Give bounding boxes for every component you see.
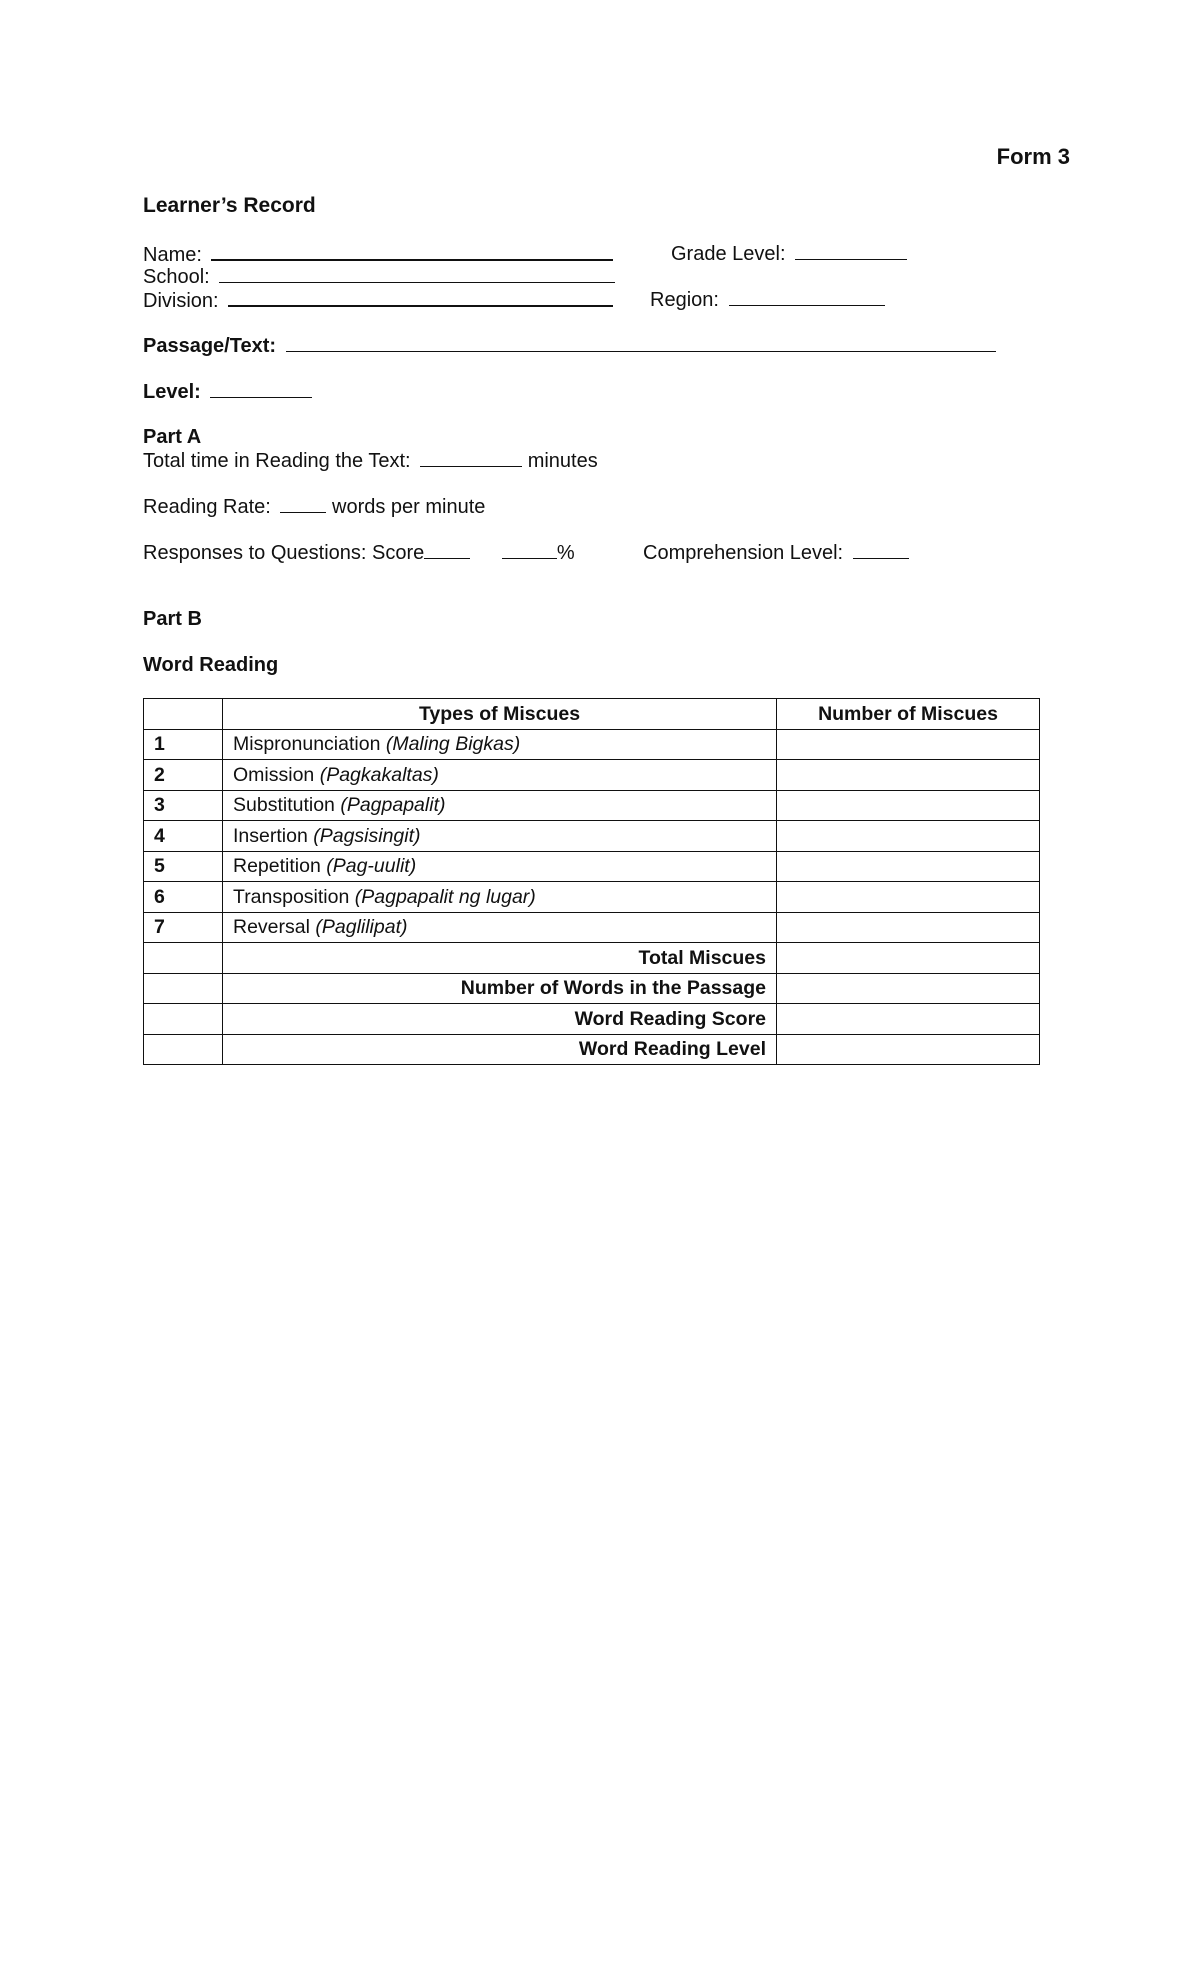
miscue-type-translation: (Pagkakaltas) xyxy=(319,763,439,786)
row-number: 1 xyxy=(144,729,223,760)
responses-field xyxy=(143,540,575,565)
form-number: Form 3 xyxy=(996,144,1070,169)
region-field xyxy=(650,287,885,312)
row-number: 2 xyxy=(144,760,223,791)
level-input-line[interactable] xyxy=(210,379,312,398)
passage-field xyxy=(143,333,996,358)
summary-row xyxy=(144,1034,1040,1065)
reading-rate-unit: words per minute xyxy=(332,496,486,518)
summary-row xyxy=(144,1004,1040,1035)
miscue-type-translation: (Pag-uulit) xyxy=(326,855,417,878)
reading-rate-label: Reading Rate: xyxy=(143,496,271,518)
miscue-type xyxy=(223,821,777,852)
percent-input-line[interactable] xyxy=(502,540,557,559)
miscue-type xyxy=(223,882,777,913)
page-title: Learner’s Record xyxy=(143,194,316,217)
summary-row xyxy=(144,973,1040,1004)
miscue-count-cell[interactable] xyxy=(777,790,1040,821)
summary-row xyxy=(144,943,1040,974)
miscues-table xyxy=(143,698,1040,1065)
miscue-type-translation: (Pagpapalit ng lugar) xyxy=(354,885,536,908)
miscue-type-label: Omission xyxy=(233,763,315,786)
level-label: Level: xyxy=(143,381,201,403)
comprehension-field xyxy=(643,540,909,565)
responses-label: Responses to Questions: Score xyxy=(143,542,425,564)
grade-level-field xyxy=(671,241,907,266)
table-header-row xyxy=(144,699,1040,730)
number-of-words-label: Number of Words in the Passage xyxy=(223,973,777,1004)
table-row xyxy=(144,729,1040,760)
comprehension-label: Comprehension Level: xyxy=(643,542,844,564)
division-input-line[interactable] xyxy=(228,287,613,307)
miscue-type xyxy=(223,729,777,760)
score-input-line[interactable] xyxy=(424,540,470,559)
miscue-type xyxy=(223,760,777,791)
miscue-count-cell[interactable] xyxy=(777,882,1040,913)
empty-cell xyxy=(144,1004,223,1035)
miscue-type-label: Mispronunciation xyxy=(233,733,381,756)
word-reading-score-label: Word Reading Score xyxy=(223,1004,777,1035)
miscue-type-label: Transposition xyxy=(233,885,350,908)
miscue-count-cell[interactable] xyxy=(777,821,1040,852)
row-number: 7 xyxy=(144,912,223,943)
header-number-of-miscues: Number of Miscues xyxy=(777,699,1040,730)
reading-rate-input-line[interactable] xyxy=(280,494,326,513)
passage-label: Passage/Text: xyxy=(143,335,277,357)
row-number: 6 xyxy=(144,882,223,913)
miscue-type-translation: (Pagpapalit) xyxy=(340,794,446,817)
header-types-of-miscues: Types of Miscues xyxy=(223,699,777,730)
grade-level-input-line[interactable] xyxy=(795,241,907,260)
miscue-count-cell[interactable] xyxy=(777,729,1040,760)
name-label: Name: xyxy=(143,244,202,266)
row-number: 3 xyxy=(144,790,223,821)
percent-sign: % xyxy=(556,542,575,564)
division-label: Division: xyxy=(143,290,219,312)
miscue-type-label: Insertion xyxy=(233,824,308,847)
grade-level-label: Grade Level: xyxy=(671,243,786,265)
region-input-line[interactable] xyxy=(729,287,885,306)
reading-time-unit: minutes xyxy=(527,450,598,472)
table-row xyxy=(144,912,1040,943)
school-input-line[interactable] xyxy=(219,264,615,283)
empty-cell xyxy=(144,943,223,974)
miscue-count-cell[interactable] xyxy=(777,760,1040,791)
miscue-count-cell[interactable] xyxy=(777,912,1040,943)
empty-cell xyxy=(144,1034,223,1065)
name-input-line[interactable] xyxy=(211,241,613,261)
total-miscues-label: Total Miscues xyxy=(223,943,777,974)
region-label: Region: xyxy=(650,289,719,311)
part-b-heading: Part B xyxy=(143,608,202,630)
total-miscues-cell[interactable] xyxy=(777,943,1040,974)
word-reading-score-cell[interactable] xyxy=(777,1004,1040,1035)
miscue-type xyxy=(223,790,777,821)
miscue-type xyxy=(223,851,777,882)
table-row xyxy=(144,760,1040,791)
miscue-type-translation: (Pagsisingit) xyxy=(313,824,421,847)
reading-time-field xyxy=(143,448,598,473)
miscue-type-translation: (Paglilipat) xyxy=(315,916,408,939)
word-reading-level-cell[interactable] xyxy=(777,1034,1040,1065)
word-reading-level-label: Word Reading Level xyxy=(223,1034,777,1065)
miscue-type-label: Substitution xyxy=(233,794,335,817)
word-reading-heading: Word Reading xyxy=(143,654,279,676)
miscue-type-translation: (Maling Bigkas) xyxy=(385,733,521,756)
comprehension-input-line[interactable] xyxy=(853,540,909,559)
miscue-count-cell[interactable] xyxy=(777,851,1040,882)
table-row xyxy=(144,851,1040,882)
number-of-words-cell[interactable] xyxy=(777,973,1040,1004)
miscue-type-label: Repetition xyxy=(233,855,321,878)
empty-cell xyxy=(144,973,223,1004)
reading-time-input-line[interactable] xyxy=(420,448,522,467)
reading-rate-field xyxy=(143,494,485,519)
part-a-heading: Part A xyxy=(143,426,202,448)
table-row xyxy=(144,882,1040,913)
reading-time-label: Total time in Reading the Text: xyxy=(143,450,411,472)
school-label: School: xyxy=(143,266,210,288)
table-row xyxy=(144,790,1040,821)
table-row xyxy=(144,821,1040,852)
header-number-cell xyxy=(144,699,223,730)
level-field xyxy=(143,379,312,404)
school-field xyxy=(143,264,615,289)
miscue-type xyxy=(223,912,777,943)
row-number: 5 xyxy=(144,851,223,882)
passage-input-line[interactable] xyxy=(286,333,996,352)
miscue-type-label: Reversal xyxy=(233,916,310,939)
division-field xyxy=(143,287,613,313)
row-number: 4 xyxy=(144,821,223,852)
